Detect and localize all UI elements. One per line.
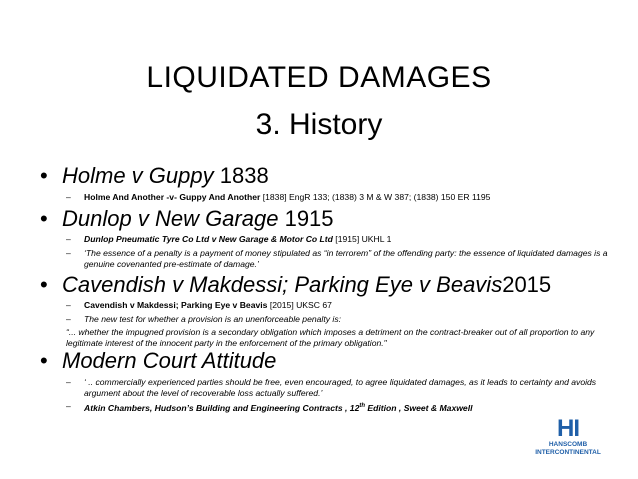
bullet-icon: • — [40, 348, 48, 373]
dash-icon: – — [66, 300, 71, 310]
sub-item — [66, 314, 626, 325]
bullet-cavendish-v-makdessi — [40, 272, 551, 298]
judgment-quote: “... whether the impugned provision is a secondary obligation which imposes a detriment on the contract-breaker out of all proportion to any legitimate interest of the innocent party in the enforcement of the primary obligation." — [66, 327, 595, 348]
reference-superscript: th — [359, 403, 366, 409]
dash-icon: – — [66, 314, 71, 324]
bullet-icon: • — [40, 272, 48, 297]
logo-line2: INTERCONTINENTAL — [535, 449, 601, 456]
bullet-holme-v-guppy — [40, 163, 269, 189]
bullet-heading: Dunlop v New Garage — [62, 206, 279, 231]
slide-title-line1: LIQUIDATED DAMAGES — [146, 61, 492, 94]
sub-item — [66, 192, 626, 203]
bullet-heading: Holme v Guppy — [62, 163, 214, 188]
dash-icon: – — [66, 401, 71, 411]
bullet-heading: Modern Court Attitude — [62, 348, 277, 373]
bullet-icon: • — [40, 163, 48, 188]
logo-line1: HANSCOMB — [548, 441, 588, 448]
slide-title-line2: 3. History — [255, 108, 383, 141]
sub-item — [66, 234, 626, 245]
bullet-year: 1915 — [284, 206, 334, 231]
bullet-heading: Cavendish v Makdessi; Parking Eye v Beavis — [62, 272, 503, 297]
case-citation: [1915] UKHL 1 — [332, 234, 392, 244]
quote-text: ‘The essence of a penalty is a payment of money stipulated as “in terrorem” of the offending party: the essence of liquidated damages is a genuine covenanted pre-estimate of damage.’ — [84, 248, 608, 269]
dash-icon: – — [66, 192, 71, 202]
bullet-icon: • — [40, 206, 48, 231]
sub-item — [66, 300, 626, 311]
bullet-dunlop-v-new-garage — [40, 206, 334, 232]
reference-part-a: Atkin Chambers, Hudson’s Building and Engineering Contracts , 12 — [84, 402, 360, 413]
case-name: Dunlop Pneumatic Tyre Co Ltd v New Garage & Motor Co Ltd — [84, 234, 333, 244]
case-citation: [1838] EngR 133; (1838) 3 M & W 387; (1838) 150 ER 1195 — [260, 192, 491, 202]
sub-item — [66, 248, 626, 270]
bullet-year: 2015 — [502, 272, 552, 297]
dash-icon: – — [66, 234, 71, 244]
quote-text: ‘ .. commercially experienced parties should be free, even encouraged, to agree liquidated damages, as it leads to certainty and avoids argument about the level of recoverable loss actually suffered.’ — [84, 377, 597, 398]
reference-part-b: Edition , Sweet & Maxwell — [365, 402, 473, 413]
case-citation: [2015] UKSC 67 — [267, 300, 332, 310]
dash-icon: – — [66, 248, 71, 258]
bullet-year: 1838 — [219, 163, 269, 188]
sub-item — [66, 377, 626, 399]
sub-item — [66, 401, 626, 414]
reference-text — [84, 401, 626, 414]
bullet-modern-court-attitude — [40, 348, 276, 374]
case-name: Cavendish v Makdessi; Parking Eye v Beavis — [84, 300, 268, 310]
hanscomb-logo — [528, 415, 608, 457]
test-text: The new test for whether a provision is an unenforceable penalty is: — [84, 314, 342, 324]
case-name: Holme And Another -v- Guppy And Another — [84, 192, 261, 202]
logo-mark: HI — [557, 415, 579, 442]
dash-icon: – — [66, 377, 71, 387]
